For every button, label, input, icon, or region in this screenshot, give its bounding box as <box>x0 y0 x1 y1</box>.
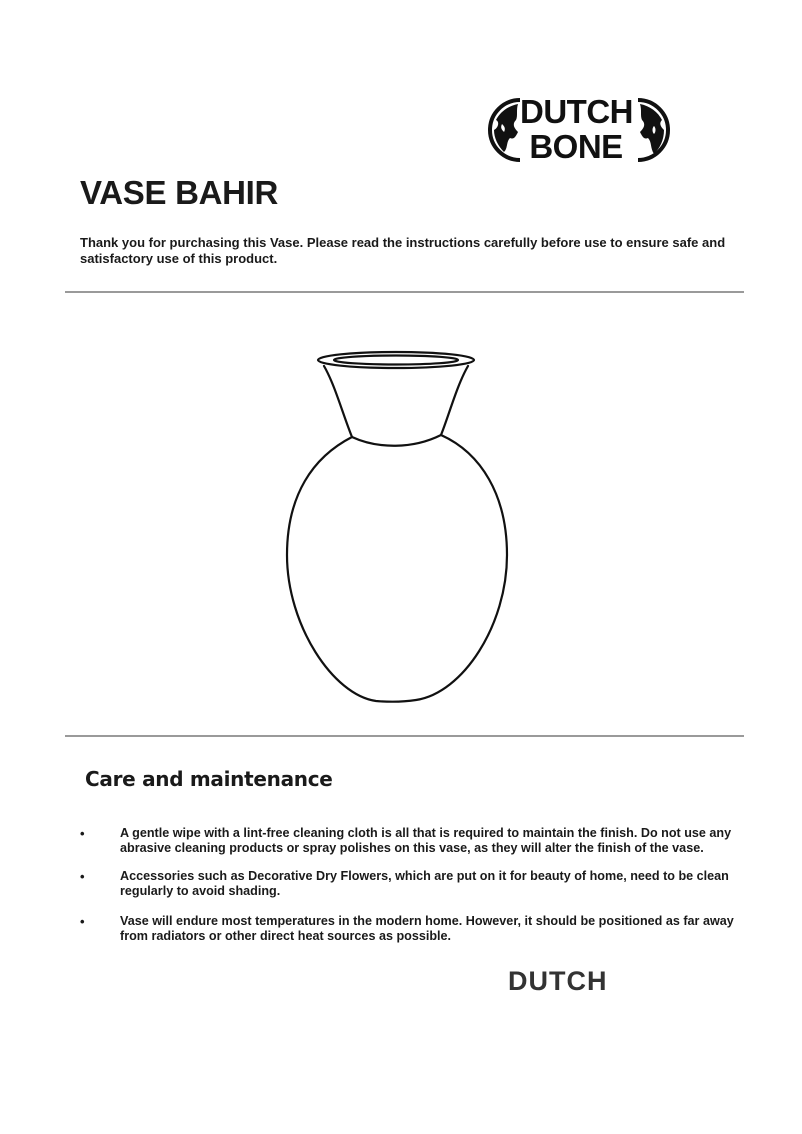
divider-bottom <box>65 735 744 737</box>
care-item-text: A gentle wipe with a lint-free cleaning cloth is all that is required to maintain the finish. Do not use any abrasive cleaning products or spray polishes on this vase, as they will alter the finish of the vase. <box>120 826 732 855</box>
intro-text: Thank you for purchasing this Vase. Please read the instructions carefully before use to ensure safe and satisfactory use of this product. <box>80 235 726 266</box>
brand-logo-line1: DUTCH <box>520 93 633 130</box>
care-list <box>78 826 738 944</box>
footer-brand-mark <box>508 966 652 996</box>
globe-left-icon <box>488 98 522 162</box>
care-item-text: Accessories such as Decorative Dry Flowers, which are put on it for beauty of home, need to be clean regularly to avoid shading. <box>120 869 729 898</box>
care-heading: Care and maintenance <box>85 767 333 791</box>
brand-logo-line2: BONE <box>529 128 623 165</box>
globe-right-icon <box>636 98 670 162</box>
care-item <box>78 869 738 899</box>
vase-illustration <box>283 345 513 710</box>
page-title: VASE BAHIR <box>80 174 279 211</box>
care-item <box>78 826 738 856</box>
bullet-icon: • <box>80 914 85 929</box>
care-item-text: Vase will endure most temperatures in the modern home. However, it should be positioned as far away from radiators or other direct heat sources as possible. <box>120 914 734 943</box>
care-item <box>78 914 738 944</box>
brand-logo <box>488 94 674 166</box>
bullet-icon: • <box>80 869 85 884</box>
footer-brand-text: DUTCH <box>508 966 608 996</box>
divider-top <box>65 291 744 293</box>
bullet-icon: • <box>80 826 85 841</box>
